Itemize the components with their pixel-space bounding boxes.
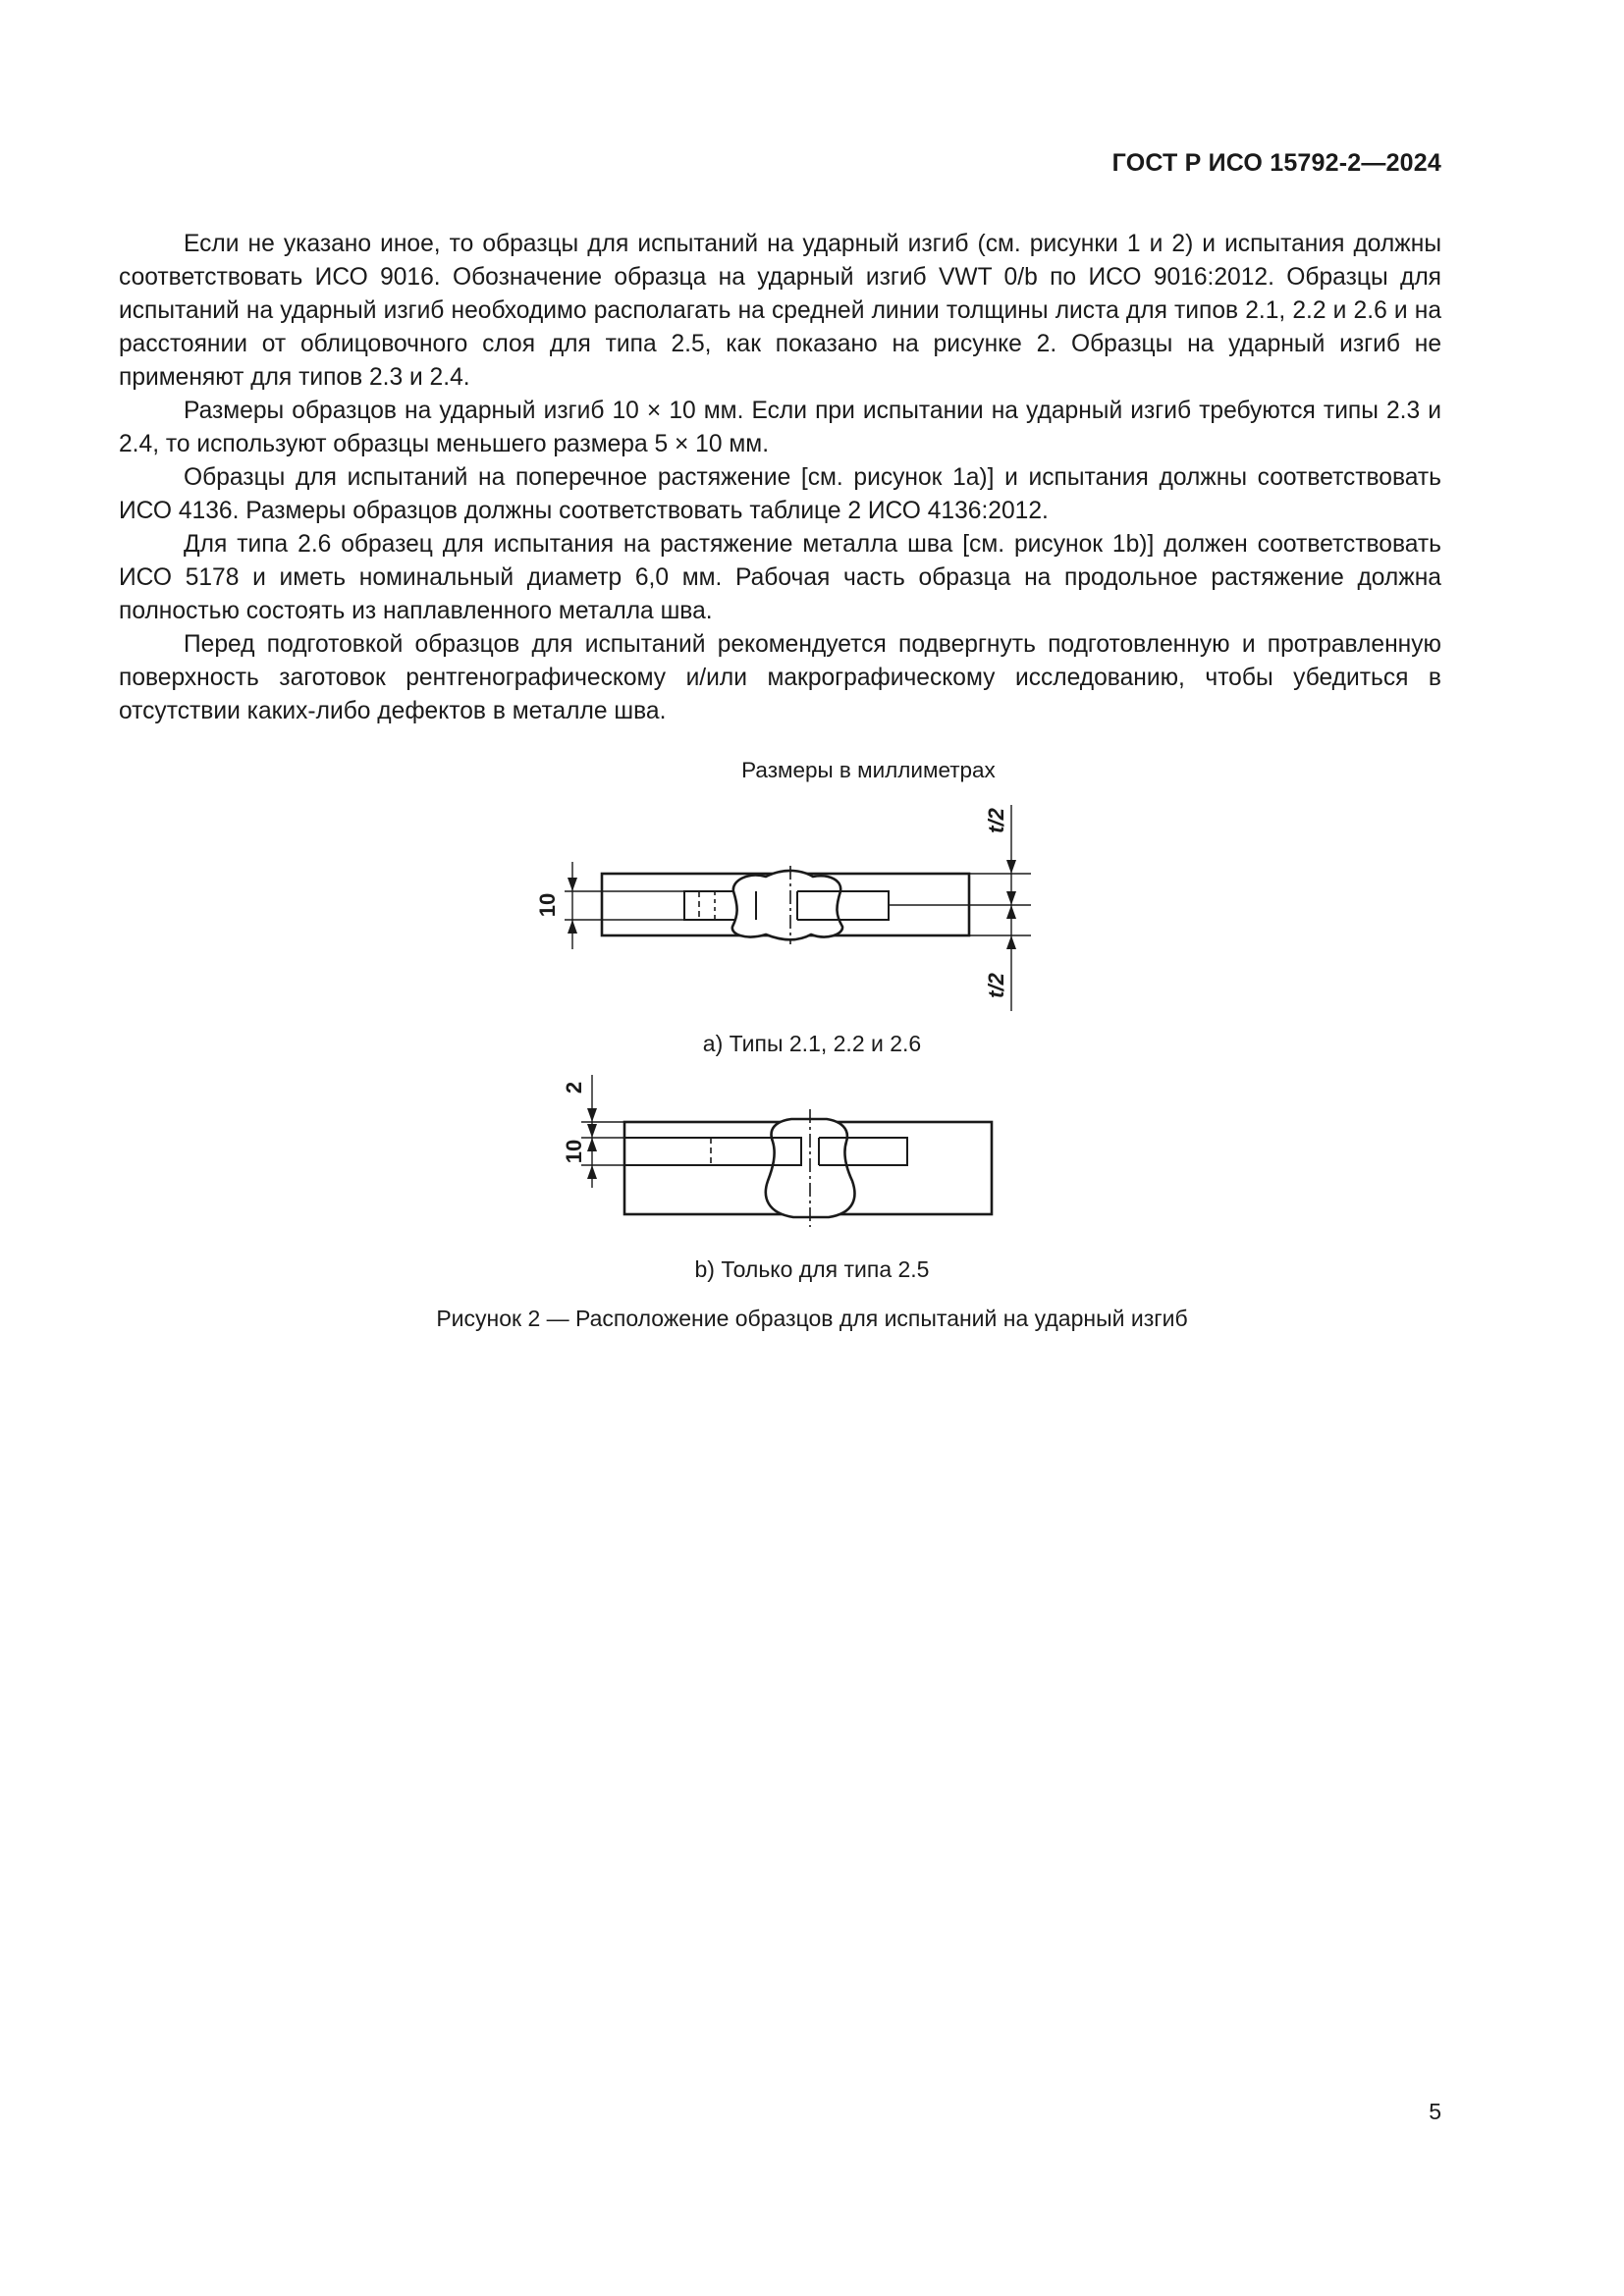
figure-a-caption: а) Типы 2.1, 2.2 и 2.6 [702,1031,922,1056]
paragraph-1: Если не указано иное, то образцы для испытаний на ударный изгиб (см. рисунки 1 и 2) и испытания должны соответствовать ИСО 9016. Обозначение образца на ударный изгиб VWT 0/b по ИСО 9016:2012. Образцы для испытаний на ударный изгиб необходимо располагать на средней линии толщины листа для типов 2.1, 2.2 и 2.6 и на расстоянии от облицовочного слоя для типа 2.5, как показано на рисунке 2. Образцы на ударный изгиб не применяют для типов 2.3 и 2.4. [119,231,1441,391]
dim-b-height: 10 [562,1139,586,1164]
figure-title: Рисунок 2 — Расположение образцов для испытаний на ударный изгиб [436,1306,1188,1331]
paragraph-2: Размеры образцов на ударный изгиб 10 × 10 мм. Если при испытании на ударный изгиб требуются типы 2.3 и 2.4, то используют образцы меньшего размера 5 × 10 мм. [119,398,1441,457]
figure-b-drawing [581,1075,992,1227]
figure-a-drawing [565,805,1031,1011]
paragraph-4: Для типа 2.6 образец для испытания на растяжение металла шва [см. рисунок 1b)] должен соответствовать ИСО 5178 и иметь номинальный диаметр 6,0 мм. Рабочая часть образца на продольное растяжение должна полностью состоять из наплавленного металла шва. [119,531,1441,624]
dim-a-height: 10 [535,892,560,918]
page-number: 5 [1429,2099,1441,2124]
document-id: ГОСТ Р ИСО 15792-2—2024 [1111,149,1441,177]
dim-a-bottom: t/2 [984,973,1008,998]
paragraph-3: Образцы для испытаний на поперечное растяжение [см. рисунок 1a)] и испытания должны соответствовать ИСО 4136. Размеры образцов должны соответствовать таблице 2 ИСО 4136:2012. [119,464,1441,524]
dim-a-top: t/2 [984,808,1008,833]
figure-b-caption: b) Только для типа 2.5 [694,1256,930,1282]
dim-b-offset: 2 [562,1081,586,1095]
paragraph-5: Перед подготовкой образцов для испытаний рекомендуется подвергнуть подготовленную и протравленную поверхность заготовок рентгенографическому и/или макрографическому исследованию, чтобы убедиться в отсутствии каких-либо дефектов в металле шва. [119,631,1441,724]
figure-units-note: Размеры в миллиметрах [741,758,996,782]
